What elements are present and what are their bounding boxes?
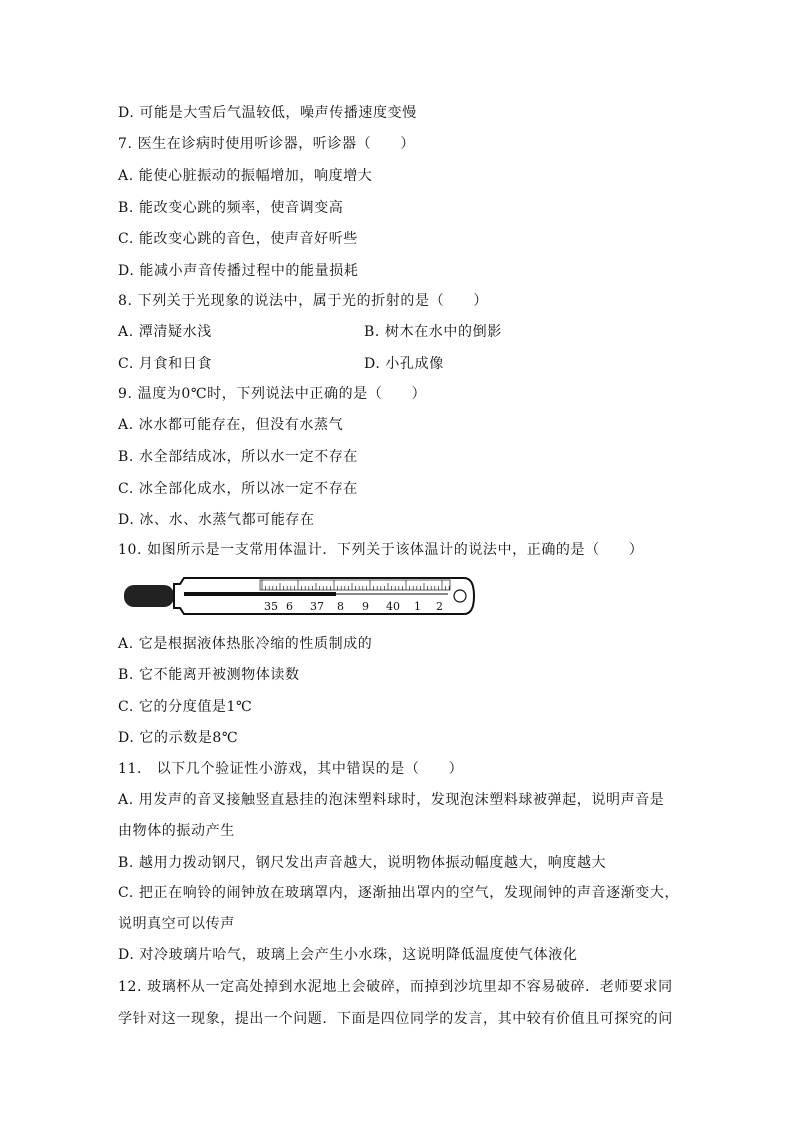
scale-label: 9 <box>362 600 369 613</box>
scale-label: 8 <box>337 600 344 613</box>
mercury-column <box>184 592 336 596</box>
q7-option-b: B. 能改变心跳的频率，使音调变高 <box>118 200 344 216</box>
q8-option-b: B. 树木在水中的倒影 <box>364 324 502 340</box>
q10-stem: 10. 如图所示是一支常用体温计．下列关于该体温计的说法中，正确的是（ ） <box>118 542 644 558</box>
scale-label: 1 <box>414 600 421 613</box>
q8-option-d: D. 小孔成像 <box>364 356 444 372</box>
q8-option-a: A. 潭清疑水浅 <box>118 324 212 340</box>
q11-option-b: B. 越用力拨动钢尺，钢尺发出声音越大，说明物体振动幅度越大，响度越大 <box>118 855 607 871</box>
scale-label: 35 <box>264 600 278 613</box>
q11-option-d: D. 对冷玻璃片哈气，玻璃上会产生小水珠，这说明降低温度使气体液化 <box>118 947 578 963</box>
q12-line1: 12. 玻璃杯从一定高处掉到水泥地上会破碎，而掉到沙坑里却不容易破碎．老师要求同 <box>118 979 673 995</box>
q7-stem: 7. 医生在诊病时使用听诊器，听诊器（ ） <box>118 136 416 152</box>
scale-label: 6 <box>286 600 293 613</box>
q11-option-c-line1: C. 把正在响铃的闹钟放在玻璃罩内，逐渐抽出罩内的空气，发现闹钟的声音逐渐变大， <box>118 885 680 901</box>
q9-option-d: D. 冰、水、水蒸气都可能存在 <box>118 512 315 528</box>
q11-option-a-line2: 由物体的振动产生 <box>118 823 235 839</box>
thermometer-bulb <box>124 585 174 607</box>
q7-option-c: C. 能改变心跳的音色，使声音好听些 <box>118 231 358 247</box>
q9-stem: 9. 温度为0℃时，下列说法中正确的是（ ） <box>118 386 427 402</box>
q8-stem: 8. 下列关于光现象的说法中，属于光的折射的是（ ） <box>118 293 489 309</box>
q11-stem: 11． 以下几个验证性小游戏，其中错误的是（ ） <box>118 761 464 777</box>
q7-option-a: A. 能使心脏振动的振幅增加，响度增大 <box>118 168 373 184</box>
q9-option-c: C. 冰全部化成水，所以冰一定不存在 <box>118 481 358 497</box>
q11-option-a-line1: A. 用发声的音叉接触竖直悬挂的泡沫塑料球时，发现泡沫塑料球被弹起，说明声音是 <box>118 792 665 808</box>
scale-label: 2 <box>436 600 443 613</box>
scale-label: 37 <box>310 600 324 613</box>
q11-option-c-line2: 说明真空可以传声 <box>118 916 235 932</box>
q10-option-a: A. 它是根据液体热胀冷缩的性质制成的 <box>118 636 373 652</box>
scale-label: 40 <box>386 600 400 613</box>
q12-line2: 学针对这一现象，提出一个问题．下面是四位同学的发言，其中较有价值且可探究的问 <box>118 1011 673 1027</box>
q10-option-b: B. 它不能离开被测物体读数 <box>118 667 300 683</box>
q9-option-b: B. 水全部结成冰，所以水一定不存在 <box>118 449 358 465</box>
thermometer-figure <box>118 570 476 620</box>
q8-option-c: C. 月食和日食 <box>118 356 212 372</box>
q10-option-d: D. 它的示数是8℃ <box>118 730 239 746</box>
q6-option-d: D. 可能是大雪后气温较低，噪声传播速度变慢 <box>118 105 417 121</box>
q9-option-a: A. 冰水都可能存在，但没有水蒸气 <box>118 417 344 433</box>
q7-option-d: D. 能减小声音传播过程中的能量损耗 <box>118 263 359 279</box>
q10-option-c: C. 它的分度值是1℃ <box>118 699 253 715</box>
